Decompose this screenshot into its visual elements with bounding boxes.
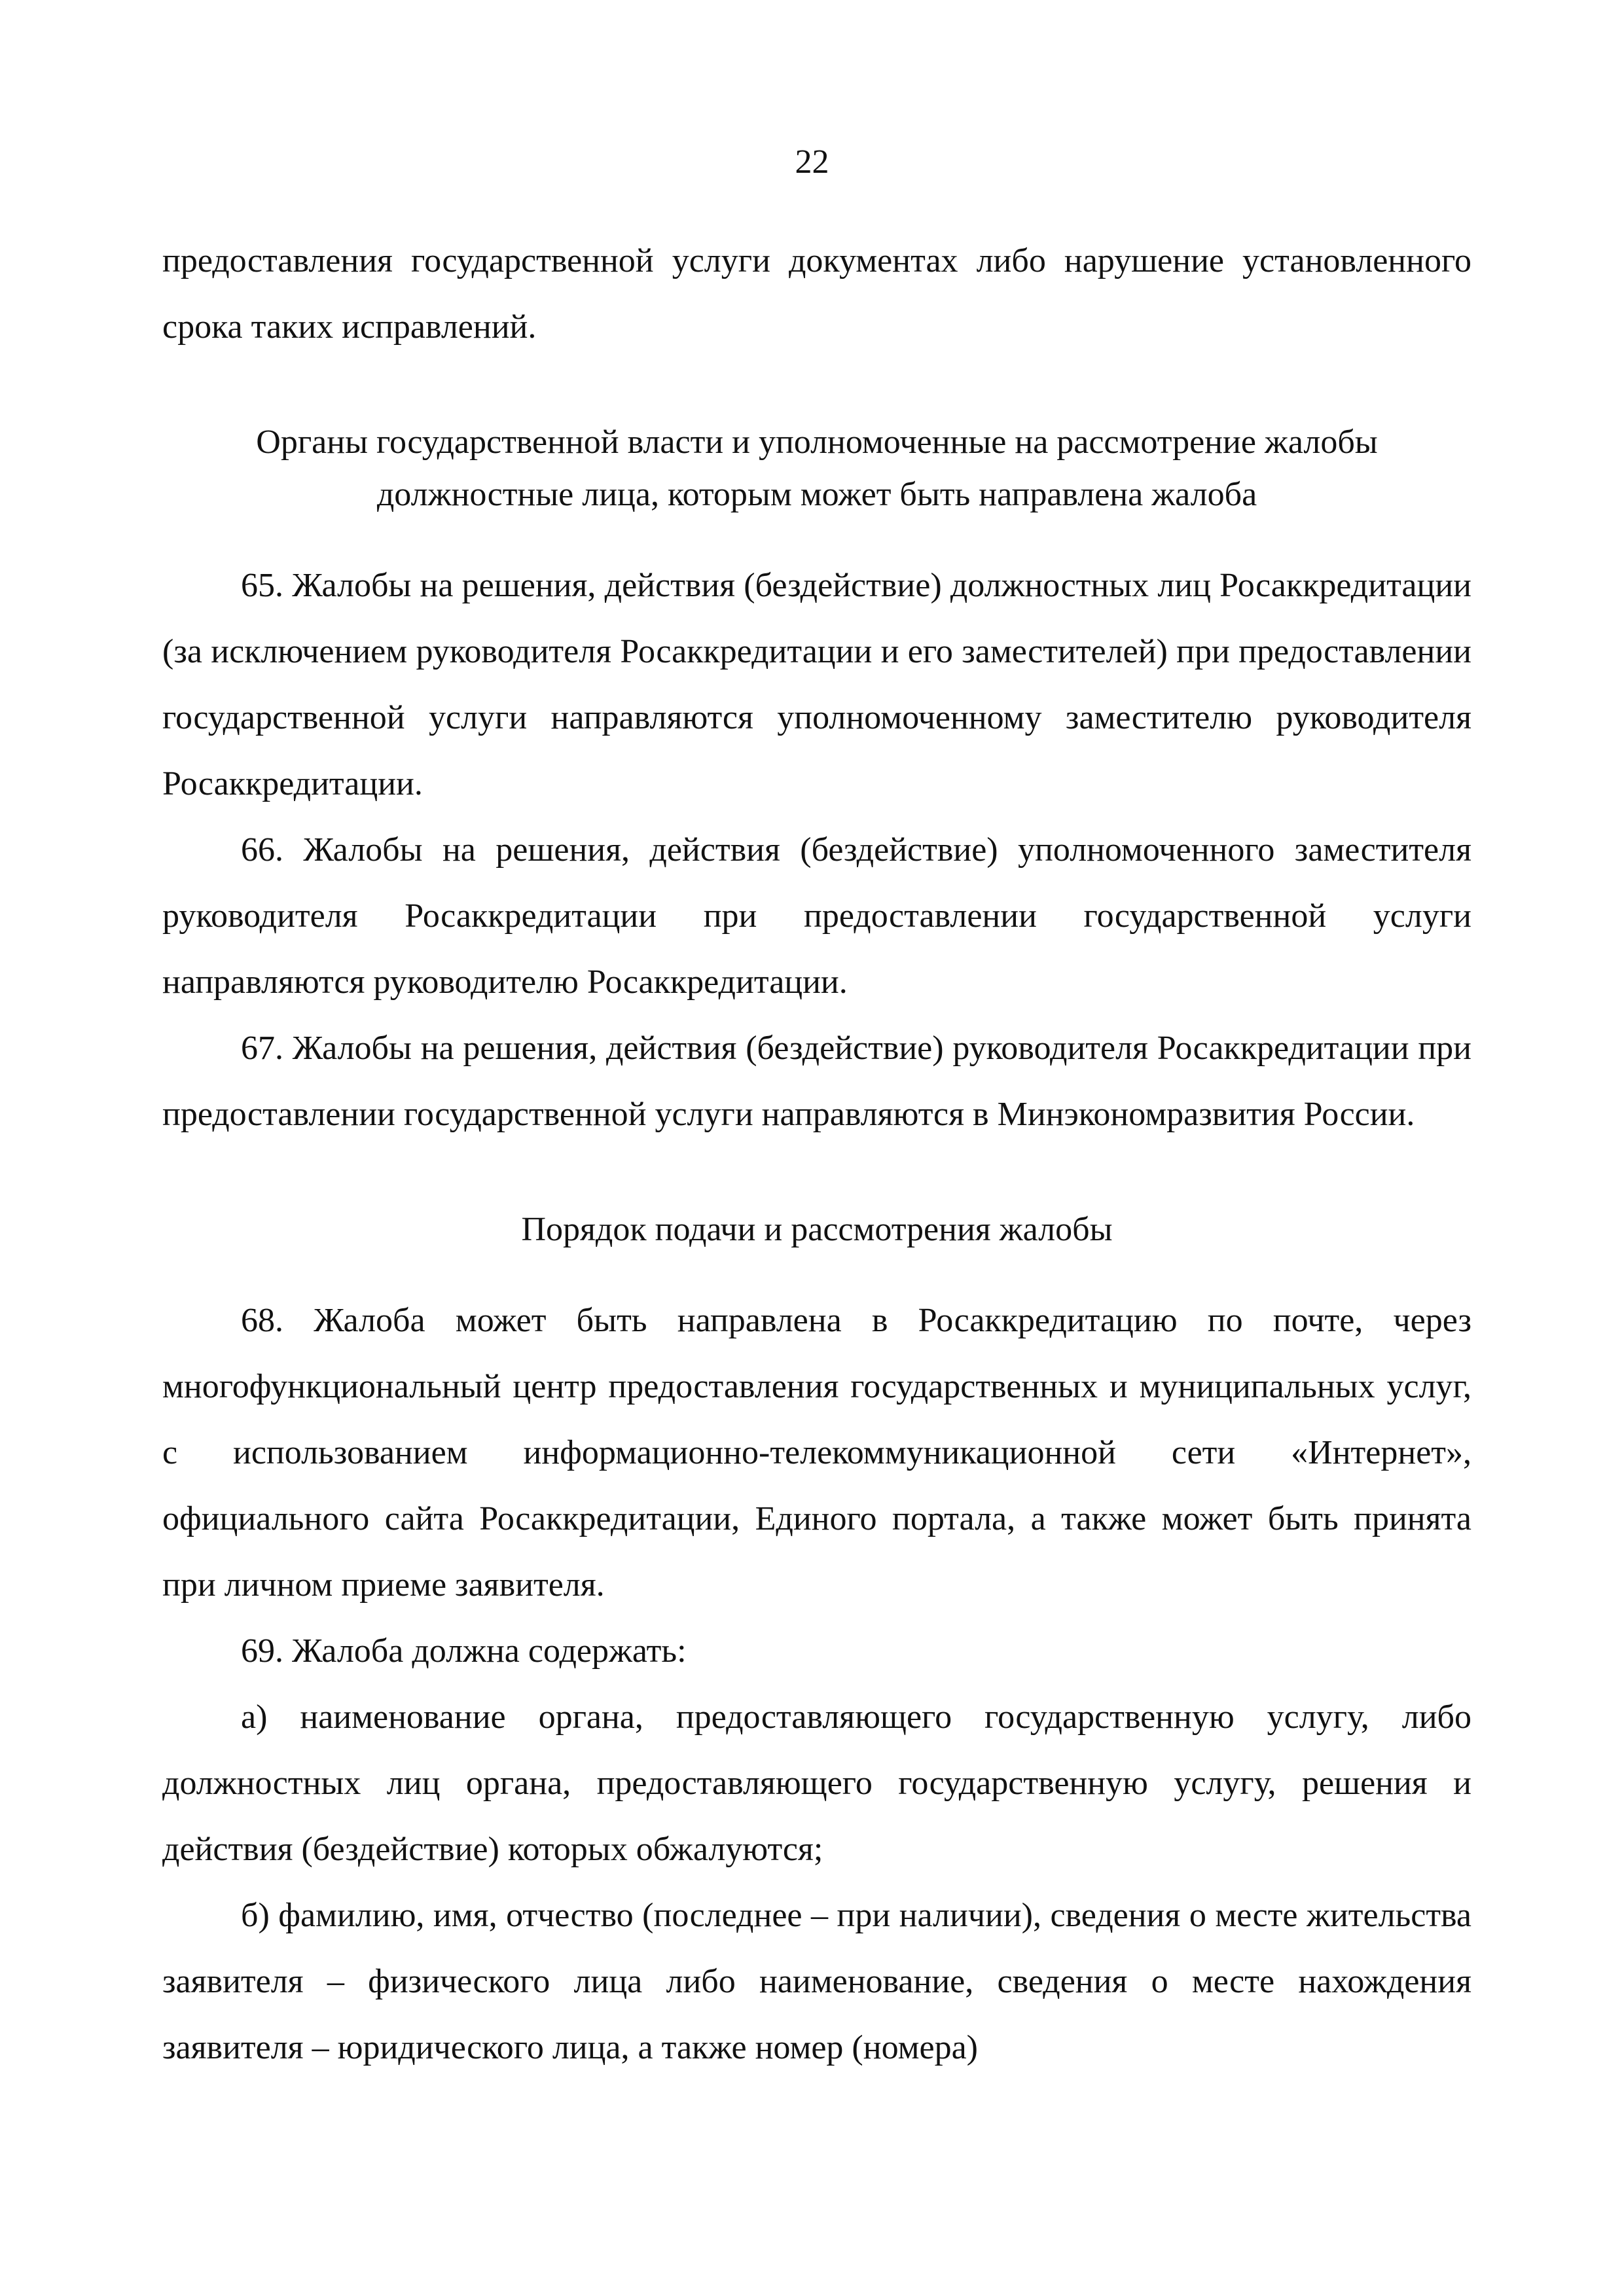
document-body (162, 228, 1471, 2081)
spacer (162, 360, 1471, 416)
paragraph-66: 66. Жалобы на решения, действия (бездействие) уполномоченного заместителя руководителя Росаккредитации при предоставлении государственной услуги направляются руководителю Росаккредитации. (162, 831, 1471, 1001)
paragraph-67: 67. Жалобы на решения, действия (бездействие) руководителя Росаккредитации при предоставлении государственной услуги направляются в Минэкономразвития России. (162, 1030, 1471, 1133)
page-number: 22 (795, 143, 829, 181)
section-heading-order: Порядок подачи и рассмотрения жалобы (521, 1211, 1113, 1248)
section-heading-organs-line-2: должностные лица, которым может быть направлена жалоба (376, 476, 1257, 513)
paragraph-68: 68. Жалоба может быть направлена в Росаккредитацию по почте, через многофункциональный центр предоставления государственных и муниципальных услуг, с использованием информационно-телекоммуникационной сети «Интернет», официального сайта Росаккредитации, Единого портала, а также может быть принята при личном приеме заявителя. (162, 1302, 1471, 1604)
paragraph-69: 69. Жалоба должна содержать: (241, 1632, 687, 1670)
paragraph-intro: предоставления государственной услуги документах либо нарушение установленного срока таких исправлений. (162, 242, 1471, 346)
paragraph-69b: б) фамилию, имя, отчество (последнее – при наличии), сведения о месте жительства заявителя – физического лица либо наименование, сведения о месте нахождения заявителя – юридического лица, а также номер (номера) (162, 1897, 1471, 2066)
paragraph-69a: а) наименование органа, предоставляющего государственную услугу, либо должностных лиц органа, предоставляющего государственную услугу, решения и действия (бездействие) которых обжалуются; (162, 1698, 1471, 1868)
spacer (162, 1147, 1471, 1204)
spacer (162, 521, 1471, 552)
spacer (162, 1256, 1471, 1287)
paragraph-65: 65. Жалобы на решения, действия (бездействие) должностных лиц Росаккредитации (за исключением руководителя Росаккредитации и его заместителей) при предоставлении государственной услуги направляются уполномоченному заместителю руководителя Росаккредитации. (162, 567, 1471, 802)
section-heading-organs-line-1: Органы государственной власти и уполномоченные на рассмотрение жалобы (256, 423, 1378, 461)
